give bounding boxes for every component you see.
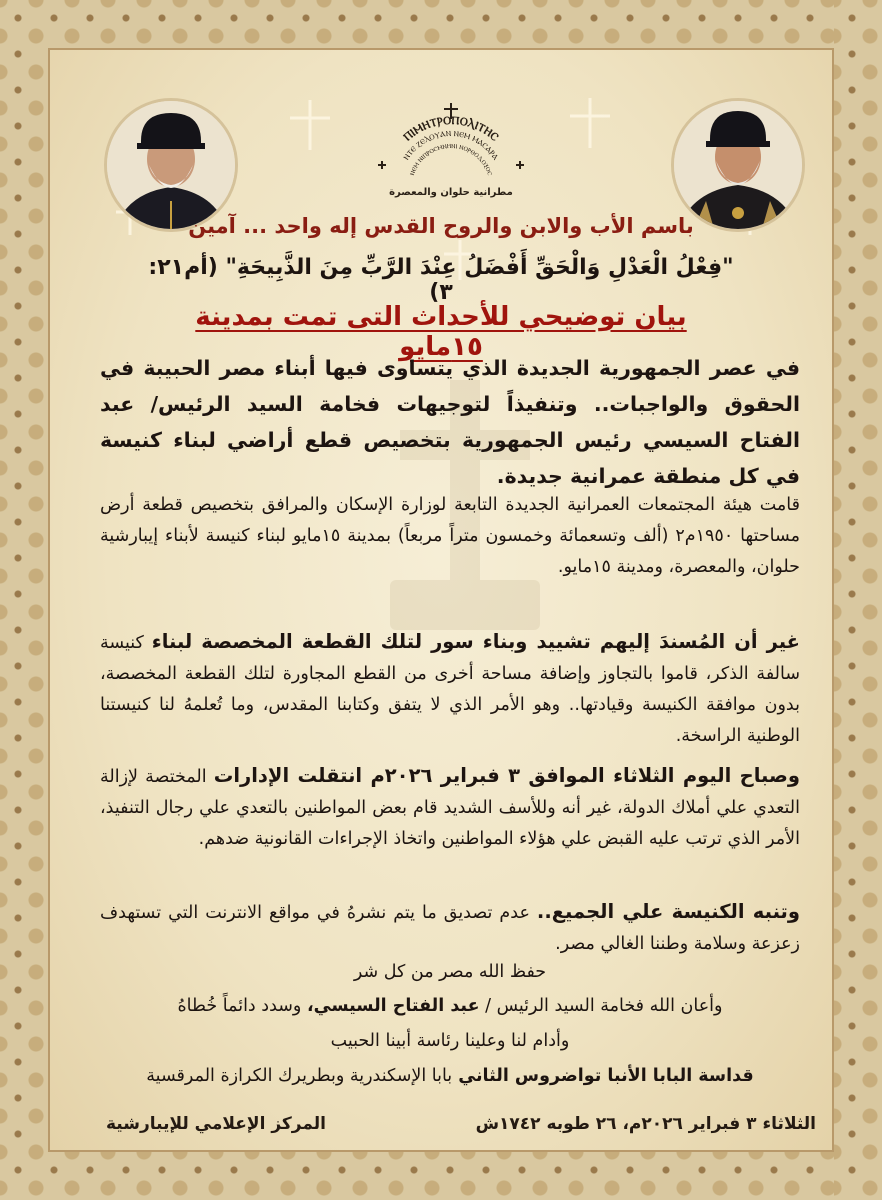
paragraph-5-text: عدم تصديق ما يتم نشرهُ في مواقع الانترنت التي تستهدف زعزعة وسلامة وطننا الغالي مصر. <box>100 903 800 954</box>
emblem-arc-text-1: ⲠⲒⲘⲎⲦⲢⲞⲠⲞⲖⲒⲦⲎⲤ <box>400 113 502 144</box>
paragraph-1: في عصر الجمهورية الجديدة الذي يتساوى فيها أبناء مصر الحبيبة في الحقوق والواجبات.. وتنفيذاً لتوجيهات فخامة السيد الرئيس/ عبد الفتاح السيسي رئيس الجمهورية بتخصيص قطع أراضي لبناء كنيسة في كل منطقة عمرانية جديدة. <box>100 356 800 488</box>
president-name: عبد الفتاح السيسي، <box>306 996 480 1016</box>
prayer-line-1: حفظ الله مصر من كل شر <box>353 962 547 982</box>
pope-name: قداسة البابا الأنبا تواضروس الثاني <box>458 1066 754 1086</box>
prayer-2-start: وأعان الله فخامة السيد الرئيس / <box>485 996 723 1016</box>
pope-line <box>100 1066 800 1086</box>
prayer-line-2 <box>100 996 800 1016</box>
footer-date: الثلاثاء ٣ فبراير ٢٠٢٦م، ٢٦ طوبه ١٧٤٢ش <box>475 1114 816 1134</box>
statement-heading: بيان توضيحي للأحداث التى تمت بمدينة ١٥مايو <box>195 302 687 362</box>
ornamental-border-right <box>834 0 882 1200</box>
ornamental-border-bottom <box>0 1152 882 1200</box>
footer-media-center: المركز الإعلامي للإيبارشية <box>106 1114 326 1134</box>
paragraph-4-lead: وصباح اليوم الثلاثاء الموافق ٣ فبراير ٢٠٢٦م انتقلت الإدارات <box>213 764 800 787</box>
ornamental-border-top <box>0 0 882 48</box>
paragraph-3-lead: غير أن المُسندَ إليهم تشييد وبناء سور لتلك القطعة المخصصة لبناء <box>151 630 800 653</box>
paragraph-2: قامت هيئة المجتمعات العمرانية الجديدة التابعة لوزارة الإسكان والمرافق بتخصيص قطعة أرض مساحتها ١٩٥٠م٢ (ألف وتسعمائة وخمسون متراً مربعاً) بمدينة ١٥مايو لبناء كنيسة لأبناء إيبارشية حلوان، والمعصرة، ومدينة ١٥مايو. <box>100 495 800 577</box>
pope-portrait <box>671 98 805 232</box>
ornamental-border-left <box>0 0 48 1200</box>
paragraph-5 <box>100 896 800 960</box>
prayer-line-3: وأدام لنا وعلينا رئاسة أبينا الحبيب <box>330 1031 570 1051</box>
emblem-arc-text-3: ⲚⲈⲘ ⲚⲒⲠⲢⲞⲤⲘⲚⲎⲚⲒ ⲚⲞⲢⲐⲞⲆⲞⲜⲞⲤ <box>408 142 494 177</box>
paragraph-5-lead: وتنبه الكنيسة علي الجميع.. <box>536 900 800 923</box>
svg-text:ⲚⲈⲘ ⲚⲒⲠⲢⲞⲤⲘⲚⲎⲚⲒ ⲚⲞⲢⲐⲞⲆⲞⲜⲞⲤ <box>409 143 493 177</box>
bishop-portrait <box>104 98 238 232</box>
emblem-seal-label: مطرانية حلوان والمعصرة <box>389 187 513 198</box>
emblem-arc-text-2: ⲚⲦⲈ ⲌⲈⲖⲞⲨⲀⲚ ⲚⲈⲘ ⲘⲀⲤⲀⲢⲀ <box>401 128 501 162</box>
prayer-2-end: وسدد دائماً خُطاهُ <box>177 996 302 1016</box>
paragraph-4-text: المختصة لإزالة التعدي علي أملاك الدولة، غير أنه وللأسف الشديد قام بعض المواطنين بالتعدي علي رجال التنفيذ، الأمر الذي ترتب عليه القبض علي هؤلاء المواطنين واتخاذ الإجراءات القانونية ضدهم. <box>100 767 800 849</box>
paragraph-4 <box>100 760 800 855</box>
metropolis-emblem-icon <box>368 95 534 205</box>
paragraph-3-text: كنيسة سالفة الذكر، قاموا بالتجاوز وإضافة مساحة أخرى من القطع المجاورة لتلك القطعة المخصصة، بدون موافقة الكنيسة وقيادتها.. وهو الأمر الذي لا يتفق وكتابنا المقدس، وما تُعلمهُ لنا كنيستنا الوطنية الراسخة. <box>100 633 800 746</box>
invocation: باسم الأب والابن والروح القدس إله واحد ... آمين <box>188 214 694 238</box>
pope-title: بابا الإسكندرية وبطريرك الكرازة المرقسية <box>146 1066 453 1086</box>
scripture-verse: "فِعْلُ الْعَدْلِ وَالْحَقِّ أَفْضَلُ عِنْدَ الرَّبِّ مِنَ الذَّبِيحَةِ" (أم٢١: ٣) <box>148 255 734 305</box>
paragraph-3 <box>100 626 800 752</box>
